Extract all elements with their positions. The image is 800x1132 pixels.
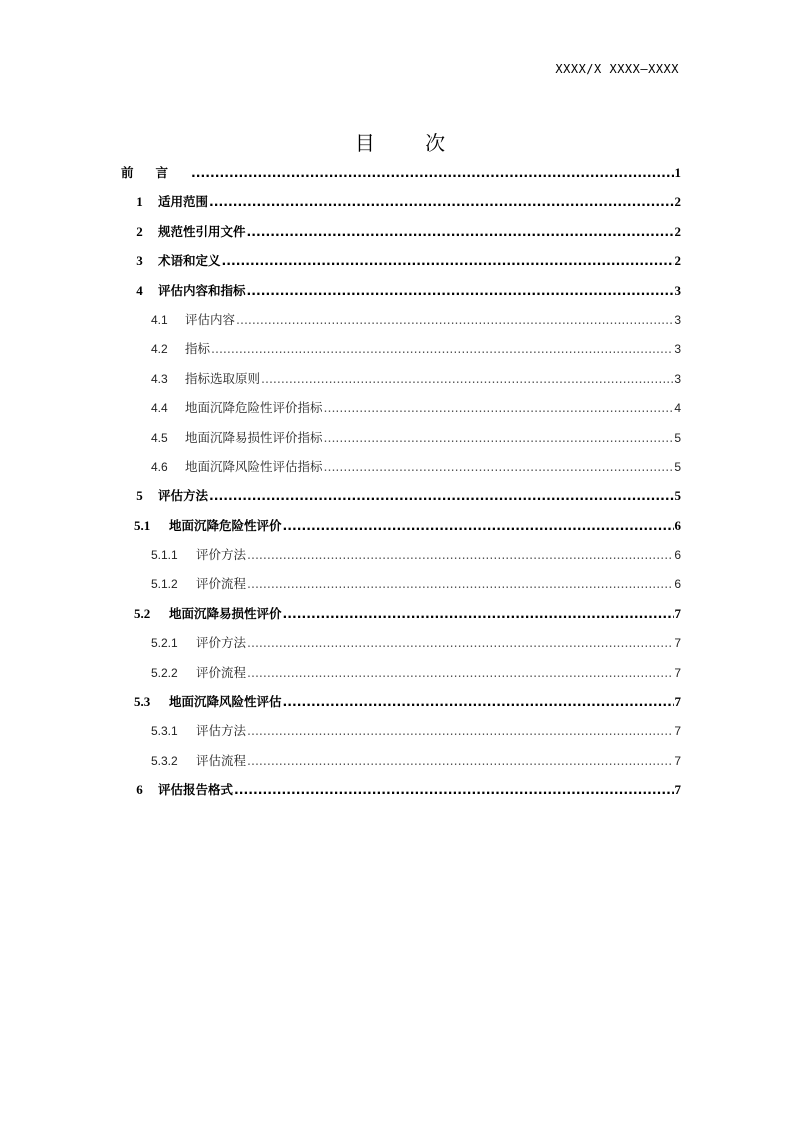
toc-dot-leader (222, 246, 674, 275)
toc-entry[interactable] (121, 569, 681, 598)
toc-entry[interactable] (121, 540, 681, 569)
toc-entry-page: 2 (674, 194, 681, 210)
toc-entry-number: 4.1 (151, 312, 168, 327)
toc-entry-page: 5 (674, 430, 681, 445)
toc-entry-title: 评价流程 (196, 576, 247, 592)
toc-entry[interactable] (121, 217, 681, 246)
toc-dot-leader (247, 628, 673, 657)
toc-entry-title: 地面沉降风险性评估指标 (185, 458, 323, 474)
toc-entry-title: 指标选取原则 (185, 370, 261, 386)
toc-entry-title: 地面沉降易损性评价指标 (185, 429, 323, 445)
toc-entry-title: 评估报告格式 (158, 782, 234, 798)
toc-dot-leader (247, 716, 673, 745)
toc-entry[interactable] (121, 746, 681, 775)
toc-entry-title: 指标 (185, 341, 211, 357)
toc-entry-page: 4 (674, 401, 681, 416)
toc-entry-title: 地面沉降易损性评价 (169, 605, 282, 621)
toc-entry-title: 评价流程 (196, 664, 247, 680)
toc-dot-leader (247, 540, 673, 569)
toc-entry-number: 1 (136, 194, 143, 210)
toc-entry-title: 评估内容和指标 (158, 282, 246, 298)
toc-entry[interactable] (121, 687, 681, 716)
toc-entry[interactable] (121, 334, 681, 363)
toc-entry-page: 6 (674, 577, 681, 592)
toc-entry[interactable] (121, 158, 681, 187)
toc-dot-leader (191, 158, 673, 187)
toc-entry-title: 评估流程 (196, 752, 247, 768)
toc-entry-page: 7 (674, 665, 681, 680)
toc-entry-page: 7 (674, 694, 681, 710)
toc-entry-number: 6 (136, 782, 143, 798)
toc-entry[interactable] (121, 452, 681, 481)
toc-dot-leader (324, 423, 674, 452)
toc-dot-leader (324, 393, 674, 422)
table-of-contents (121, 158, 681, 805)
toc-dot-leader (247, 746, 673, 775)
toc-entry[interactable] (121, 599, 681, 628)
toc-entry[interactable] (121, 393, 681, 422)
document-code: XXXX/X XXXX—XXXX (555, 62, 679, 76)
toc-entry-page: 7 (674, 782, 681, 798)
toc-entry-number: 4 (136, 282, 143, 298)
toc-entry[interactable] (121, 658, 681, 687)
toc-entry-title: 地面沉降危险性评价指标 (185, 400, 323, 416)
toc-entry-number: 5 (136, 488, 143, 504)
toc-dot-leader (261, 364, 673, 393)
toc-entry-number: 5.1 (134, 517, 151, 533)
toc-entry-page: 3 (674, 371, 681, 386)
toc-entry[interactable] (121, 628, 681, 657)
toc-entry[interactable] (121, 775, 681, 804)
toc-entry-number: 2 (136, 223, 143, 239)
toc-entry-page: 3 (674, 282, 681, 298)
toc-title: 目 次 (354, 131, 468, 155)
toc-entry-title: 前言 (121, 165, 191, 180)
toc-dot-leader (234, 775, 673, 804)
toc-entry-number: 4.3 (151, 371, 168, 386)
toc-dot-leader (209, 187, 673, 216)
toc-entry-title: 评估内容 (185, 311, 236, 327)
toc-dot-leader (247, 569, 673, 598)
toc-entry-number: 5.1.2 (151, 577, 178, 592)
toc-entry-number: 5.3.2 (151, 753, 178, 768)
toc-dot-leader (247, 217, 674, 246)
toc-entry-title: 适用范围 (158, 194, 209, 210)
toc-entry-title: 评价方法 (196, 547, 247, 563)
toc-entry-title: 术语和定义 (158, 253, 221, 269)
toc-entry-number: 5.2 (134, 605, 151, 621)
toc-entry[interactable] (121, 246, 681, 275)
toc-entry-title: 评价方法 (196, 635, 247, 651)
toc-entry-page: 3 (674, 342, 681, 357)
toc-entry-page: 6 (674, 548, 681, 563)
toc-dot-leader (283, 599, 674, 628)
toc-entry-number: 4.4 (151, 401, 168, 416)
toc-entry-number: 3 (136, 253, 143, 269)
toc-entry[interactable] (121, 423, 681, 452)
toc-entry-title: 规范性引用文件 (158, 223, 246, 239)
toc-entry-page: 1 (674, 165, 681, 180)
toc-entry-page: 2 (674, 223, 681, 239)
toc-entry-title: 地面沉降风险性评估 (169, 694, 282, 710)
toc-dot-leader (283, 687, 674, 716)
toc-entry-page: 2 (674, 253, 681, 269)
toc-dot-leader (236, 305, 673, 334)
toc-dot-leader (211, 334, 673, 363)
toc-dot-leader (247, 658, 673, 687)
toc-dot-leader (209, 481, 673, 510)
toc-entry-title: 地面沉降危险性评价 (169, 517, 282, 533)
toc-entry-number: 5.2.1 (151, 636, 178, 651)
toc-entry-page: 6 (674, 517, 681, 533)
toc-entry-page: 3 (674, 312, 681, 327)
toc-entry[interactable] (121, 276, 681, 305)
toc-entry-title: 评估方法 (158, 488, 209, 504)
toc-entry-page: 5 (674, 488, 681, 504)
toc-entry-page: 7 (674, 605, 681, 621)
toc-dot-leader (283, 511, 674, 540)
toc-entry[interactable] (121, 187, 681, 216)
toc-entry-page: 7 (674, 753, 681, 768)
toc-entry[interactable] (121, 364, 681, 393)
toc-entry[interactable] (121, 716, 681, 745)
toc-entry-page: 7 (674, 636, 681, 651)
toc-entry-number: 5.1.1 (151, 548, 178, 563)
toc-entry[interactable] (121, 305, 681, 334)
toc-dot-leader (247, 276, 674, 305)
toc-entry[interactable] (121, 481, 681, 510)
toc-entry-number: 5.3 (134, 694, 151, 710)
toc-entry-page: 7 (674, 724, 681, 739)
toc-dot-leader (324, 452, 674, 481)
toc-entry[interactable] (121, 511, 681, 540)
toc-entry-number: 5.2.2 (151, 665, 178, 680)
toc-entry-title: 评估方法 (196, 723, 247, 739)
toc-entry-number: 5.3.1 (151, 724, 178, 739)
toc-entry-page: 5 (674, 459, 681, 474)
toc-entry-number: 4.5 (151, 430, 168, 445)
toc-entry-number: 4.2 (151, 342, 168, 357)
toc-entry-number: 4.6 (151, 459, 168, 474)
